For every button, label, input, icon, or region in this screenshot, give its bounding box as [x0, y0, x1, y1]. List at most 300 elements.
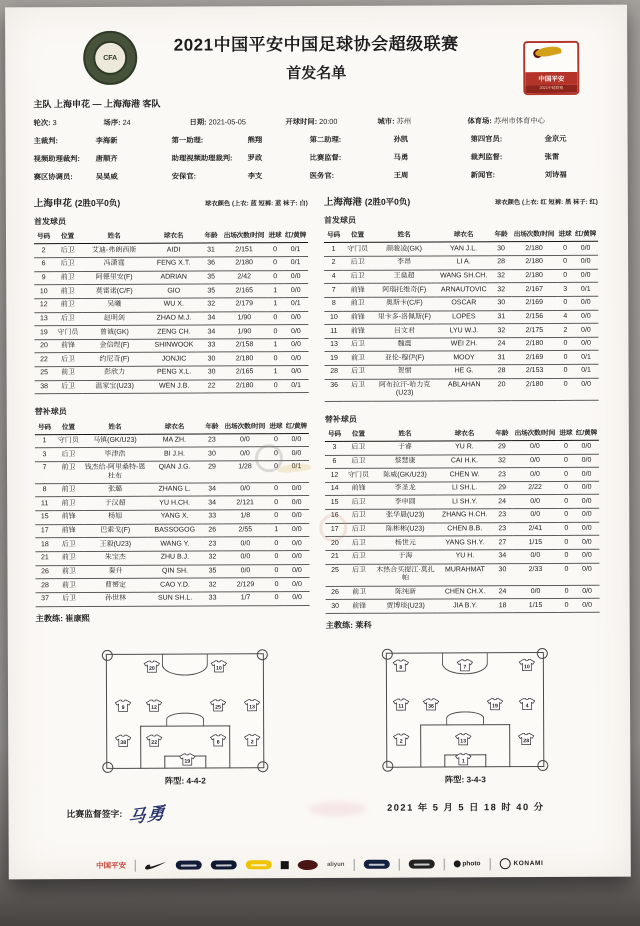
away-formation-label: 阵型: 3-4-3 — [444, 774, 486, 785]
meta-item — [377, 116, 467, 126]
cell: 26 — [326, 586, 345, 600]
player-shirt — [244, 733, 261, 746]
meta-item — [189, 117, 285, 127]
cell: ZHAO M.J. — [146, 312, 201, 326]
cell: 2/22 — [512, 482, 558, 496]
cell: 曹赟定 — [83, 579, 147, 593]
table-row — [325, 441, 601, 456]
cell: 30 — [491, 242, 511, 256]
cell: ZHU B.J. — [147, 552, 202, 566]
meta-label: 城市: — [377, 116, 395, 126]
svg-text:6: 6 — [216, 739, 220, 746]
official-label: 新闻官: — [470, 170, 496, 180]
official-name: 吴昊威 — [95, 171, 118, 181]
svg-text:36: 36 — [427, 703, 434, 710]
cell: 2 — [324, 257, 343, 271]
sponsor-divider — [443, 858, 444, 870]
cell: 0/0 — [573, 338, 598, 352]
cell: WEI ZH. — [436, 338, 491, 352]
cell: 23 — [492, 468, 512, 482]
cell: 31 — [492, 352, 512, 366]
player-shirt — [211, 660, 228, 673]
table-row — [325, 550, 601, 565]
cell: WU X. — [146, 298, 201, 312]
column-header: 年龄 — [492, 428, 512, 441]
official-name: 张雷 — [544, 151, 560, 162]
table-row — [325, 468, 601, 483]
svg-text:10: 10 — [524, 664, 531, 671]
cell: 0 — [267, 243, 283, 257]
cell: HE G. — [437, 365, 492, 379]
cell: JONJIC — [147, 353, 202, 367]
away-subs-label: 替补球员 — [324, 414, 357, 424]
away-coach-label: 主教练: — [325, 620, 354, 630]
cell: 2/151 — [221, 244, 267, 258]
cell: 1 — [267, 298, 283, 312]
home-subs-table — [35, 434, 312, 607]
column-header: 出场次数/时间 — [221, 230, 267, 243]
cell: 0 — [269, 592, 285, 606]
cell: 赵明剑 — [82, 312, 146, 326]
cell: 莫雷诺(C/F) — [82, 285, 146, 299]
csl-logo-icon — [525, 43, 577, 72]
cell: 13 — [34, 313, 53, 327]
cell: 33 — [201, 339, 221, 353]
cell: 25 — [35, 367, 54, 381]
column-header: 姓名 — [372, 229, 436, 243]
cell: 0/0 — [574, 482, 599, 496]
cell: 陈纯新 — [374, 586, 438, 600]
cell: 前锋 — [345, 600, 374, 614]
cell: 1 — [324, 243, 343, 257]
cell: 2/180 — [511, 242, 557, 256]
cell: 31 — [491, 311, 511, 325]
player-shirt — [178, 753, 195, 766]
cell: 1 — [268, 524, 284, 538]
player-shirt — [114, 734, 131, 747]
official-label: 第一助理: — [171, 135, 204, 145]
aliyun-logo: aliyun — [327, 861, 345, 868]
cell: CHEN W. — [437, 468, 492, 482]
official-label: 主裁判: — [33, 136, 58, 146]
player-shirt — [144, 660, 161, 673]
photo-text: photo — [462, 860, 481, 868]
player-shirt — [209, 734, 226, 747]
cell: 24 — [491, 338, 511, 352]
svg-text:13: 13 — [249, 704, 256, 711]
cell: 0/0 — [574, 536, 599, 550]
table-row — [325, 351, 601, 366]
dhl-logo — [246, 861, 272, 870]
official-label: 赛区协调员: — [33, 172, 73, 182]
cell: 23 — [492, 509, 512, 523]
logo-text-blur — [368, 864, 384, 866]
cell: 前卫 — [54, 566, 83, 580]
cell: 1/7 — [223, 592, 269, 606]
cell: 23 — [202, 538, 222, 552]
cell: 前卫 — [54, 484, 83, 498]
cell: 2/33 — [512, 564, 558, 586]
sponsor-logo-oval — [298, 860, 318, 870]
meta-value: 苏州 — [394, 116, 412, 126]
cell: 0 — [268, 551, 284, 565]
cell: 35 — [201, 271, 221, 285]
cell: 2/153 — [512, 365, 558, 379]
cell: 0/0 — [574, 550, 599, 564]
away-team-header — [324, 193, 600, 208]
cell: 李圣龙 — [373, 482, 437, 496]
cell: 0/0 — [284, 565, 309, 579]
cell: 19 — [325, 352, 344, 366]
cell: 0 — [558, 365, 574, 379]
meta-value: 24 — [120, 117, 131, 127]
cell: 0/0 — [222, 483, 268, 497]
cell: 0 — [558, 468, 574, 482]
away-starters-label: 首发球员 — [323, 215, 356, 225]
official-label: 裁判监督: — [470, 152, 503, 162]
table-row — [325, 522, 601, 537]
cell: 2/175 — [511, 324, 557, 338]
cell: 0 — [267, 312, 283, 326]
cell: OSCAR — [436, 297, 491, 311]
cell: 0/0 — [573, 324, 598, 338]
badge-brand: 中国平安 — [525, 71, 577, 84]
cell: 0/0 — [283, 271, 308, 285]
cell: 0 — [557, 269, 573, 283]
cell: 奥斯卡(C/F) — [372, 297, 436, 311]
table-row — [35, 483, 311, 498]
cell: 9 — [34, 272, 53, 286]
cell: 31 — [201, 244, 221, 258]
cell: CHEN B.B. — [437, 523, 492, 537]
cell: 0 — [558, 523, 574, 537]
svg-text:12: 12 — [150, 704, 157, 711]
cell: 0/1 — [283, 243, 308, 257]
meta-label: 体育场: — [467, 116, 492, 126]
cell: 32 — [202, 579, 222, 593]
cell: 30 — [491, 297, 511, 311]
meta-label: 轮次: — [33, 118, 51, 128]
cell: 12 — [325, 469, 344, 483]
official-name: 孙凯 — [393, 134, 409, 144]
cell: 0/0 — [574, 523, 599, 537]
cell: 前卫 — [54, 497, 83, 511]
signature-label: 比赛监督签字: — [66, 808, 123, 819]
sponsor-logo-dark-2 — [211, 861, 237, 870]
player-shirt — [392, 659, 409, 672]
cell: 12 — [34, 299, 53, 313]
cell: 0 — [268, 461, 284, 483]
official-name: 金京元 — [544, 133, 567, 144]
cell: MA ZH. — [147, 434, 202, 448]
cell: 2/180 — [222, 380, 268, 394]
cell: 34 — [492, 550, 512, 564]
sponsor-divider — [135, 860, 136, 872]
cell: 约尼奇(F) — [83, 353, 147, 367]
meta-label: 日期: — [189, 117, 207, 127]
sponsor-pingan-logo: 中国平安 — [96, 861, 127, 871]
cell: 吴曦 — [82, 299, 146, 313]
cell: 前卫 — [53, 299, 82, 313]
cell: QIN SH. — [147, 565, 202, 579]
cell: 1/15 — [512, 536, 558, 550]
cell: SHINWOOK — [146, 339, 201, 353]
cell: SUN SH.L. — [148, 592, 203, 606]
cell: YU H.CH. — [147, 497, 202, 511]
cell: 前锋 — [344, 483, 373, 497]
cell: 于海 — [373, 550, 437, 564]
cell: WEN J.B. — [147, 380, 202, 394]
cell: 后卫 — [344, 442, 373, 456]
official-name: 李支 — [247, 171, 263, 181]
cell: 8 — [35, 484, 54, 498]
cell: 1/90 — [221, 312, 267, 326]
official-name: 刘诗福 — [544, 169, 567, 180]
cell: 3 — [35, 448, 54, 462]
player-shirt — [244, 698, 261, 711]
column-header: 红/黄牌 — [574, 427, 599, 440]
cell: 后卫 — [344, 455, 373, 469]
cell: 后卫 — [55, 593, 84, 607]
column-header: 红/黄牌 — [284, 420, 309, 433]
home-coach-line — [36, 612, 312, 624]
cell: 0 — [558, 495, 574, 509]
cell: 2 — [557, 324, 573, 338]
cell: 0 — [557, 242, 573, 256]
cell: 后卫 — [344, 537, 373, 551]
player-shirt — [455, 733, 472, 746]
cell: 0 — [268, 565, 284, 579]
official-label: 比赛监督: — [309, 152, 342, 163]
cell: QIAN J.G. — [147, 461, 202, 483]
table-row — [324, 256, 600, 271]
home-kit-colors: 球衣颜色 (上衣: 蓝 短裤: 蓝 袜子: 白) — [205, 200, 308, 208]
cell: 彭欣力 — [83, 367, 147, 381]
svg-text:7: 7 — [463, 664, 467, 671]
sponsor-logo-dark-3 — [408, 860, 434, 869]
cell: 15 — [35, 511, 54, 525]
table-row — [324, 242, 600, 257]
cell: 4 — [557, 310, 573, 324]
svg-text:9: 9 — [121, 704, 125, 711]
cell: 后卫 — [344, 366, 373, 380]
cell: 毕津浩 — [83, 448, 147, 462]
away-team-column — [324, 193, 602, 631]
cell: 前卫 — [344, 352, 373, 366]
cell: CAI H.K. — [437, 455, 492, 469]
cell: 秦升 — [83, 565, 147, 579]
cell: 0 — [558, 454, 574, 468]
cell: 0/0 — [513, 585, 559, 599]
cell: 8 — [324, 298, 343, 312]
cell: 0 — [268, 434, 284, 448]
cell: 后卫 — [53, 313, 82, 327]
cell: 28 — [35, 579, 54, 593]
cell: 20 — [325, 537, 344, 551]
cell: 0/1 — [283, 298, 308, 312]
cell: 0/0 — [284, 447, 309, 461]
cell: 2/156 — [511, 310, 557, 324]
cell: 0/0 — [512, 468, 558, 482]
cell: 0/0 — [284, 510, 309, 524]
cell: 2/180 — [222, 353, 268, 367]
meta-value: 苏州市体育中心 — [491, 116, 545, 126]
cell: 14 — [325, 483, 344, 497]
svg-text:11: 11 — [398, 703, 404, 710]
table-row — [325, 365, 601, 380]
column-header: 位置 — [53, 231, 82, 244]
sponsor-logo-square — [281, 861, 289, 869]
cell: 2/180 — [511, 270, 557, 284]
logo-text-blur — [216, 864, 232, 866]
cell: 王毅(U23) — [83, 538, 147, 552]
cell: 0/1 — [284, 380, 309, 394]
cell: 28 — [492, 365, 512, 379]
table-row — [35, 366, 311, 381]
cell: 24 — [493, 586, 513, 600]
cell: 魏震 — [372, 338, 436, 352]
cell: 杨旭 — [83, 511, 147, 525]
cell: 巴索戈(F) — [83, 524, 147, 538]
player-shirt — [519, 659, 536, 672]
cell: 30 — [202, 366, 222, 380]
cell: 29 — [492, 482, 512, 496]
table-row — [324, 324, 600, 339]
table-row — [35, 434, 311, 449]
cell: 0/0 — [573, 242, 598, 256]
cell: 金信煜(F) — [82, 340, 146, 354]
cell: 0/0 — [284, 366, 309, 380]
table-row — [35, 380, 311, 395]
cell: 0/0 — [574, 454, 599, 468]
cell: 1/28 — [222, 461, 268, 483]
cell: 0/1 — [574, 351, 599, 365]
table-row — [325, 509, 601, 524]
cell: 25 — [325, 565, 344, 587]
home-formation-block — [106, 653, 265, 787]
formation-section — [36, 652, 603, 787]
cell: 1 — [267, 339, 283, 353]
table-row — [35, 537, 311, 552]
page-title: 2021中国平安中国足球协会超级联赛 — [173, 34, 459, 55]
cell: 2/179 — [221, 298, 267, 312]
cell: ZENG CH. — [146, 326, 201, 340]
home-subs-label: 替补球员 — [34, 407, 67, 417]
cell: 13 — [324, 339, 343, 353]
cell: 0 — [268, 510, 284, 524]
cell: 28 — [491, 256, 511, 270]
cell: 4 — [324, 270, 343, 284]
cell: 0/0 — [573, 269, 598, 283]
cell: 冯潇霆 — [82, 258, 146, 272]
cell: BI J.H. — [147, 448, 202, 462]
cell: 后卫 — [54, 448, 83, 462]
cfa-logo-icon — [83, 31, 137, 85]
cell: 木热合买提江·莫扎帕 — [373, 564, 437, 586]
konami-logo — [499, 858, 543, 869]
cfa-logo-text: CFA — [93, 41, 127, 75]
cell: 0 — [558, 351, 574, 365]
table-row — [34, 298, 310, 313]
badge-league: 2021中超联赛 — [525, 84, 577, 93]
cell: 后卫 — [344, 496, 373, 510]
cell: 0/0 — [575, 599, 600, 613]
svg-text:19: 19 — [491, 703, 498, 710]
cell: 29 — [202, 461, 222, 483]
cell: 2/165 — [222, 366, 268, 380]
sponsor-divider — [398, 858, 399, 870]
cell: 贺惯 — [373, 366, 437, 380]
cell: 0 — [267, 271, 283, 285]
signature-handwriting: 马勇 — [127, 803, 167, 828]
cell: 24 — [492, 496, 512, 510]
cell: 17 — [325, 524, 344, 538]
cell: 0/0 — [222, 565, 268, 579]
cell: 28 — [325, 366, 344, 380]
cell: 0/0 — [283, 284, 308, 298]
cell: 36 — [325, 380, 344, 402]
cell: FENG X.T. — [146, 257, 201, 271]
cell: 马镇(GK/U23) — [83, 434, 147, 448]
player-shirt — [393, 733, 410, 746]
cell: 0/0 — [284, 524, 309, 538]
column-header: 球衣名 — [437, 428, 492, 442]
cell: 0/0 — [575, 585, 600, 599]
cell: 于睿 — [373, 441, 437, 455]
cell: 前锋 — [343, 284, 372, 298]
cell: 0/0 — [284, 578, 309, 592]
cell: 前卫 — [53, 285, 82, 299]
home-team-header — [34, 194, 310, 209]
cell: 张璐 — [83, 484, 147, 498]
away-starters-header — [324, 229, 600, 244]
cell: 0 — [267, 325, 283, 339]
column-header: 号码 — [34, 231, 53, 244]
cell: 1 — [267, 284, 283, 298]
cell: ARNAUTOVIC — [436, 283, 491, 297]
cell: 38 — [35, 381, 54, 395]
cell: 后卫 — [344, 379, 373, 401]
photo-dot-icon — [453, 861, 460, 868]
meta-item — [33, 118, 103, 128]
official-name: 李海新 — [95, 135, 118, 145]
cell: ZHANG L. — [147, 483, 202, 497]
cell: 陈威(GK/U23) — [373, 469, 437, 483]
table-row — [325, 482, 601, 497]
csl-pingan-badge — [523, 41, 579, 95]
cell: 后卫 — [344, 523, 373, 537]
cell: 0/1 — [574, 365, 599, 379]
cell: 34 — [201, 326, 221, 340]
cell: 16 — [325, 510, 344, 524]
cell: 0 — [268, 538, 284, 552]
match-datetime: 2021 年 5 月 5 日 18 时 40 分 — [387, 801, 545, 813]
cell: 20 — [34, 340, 53, 354]
cell: 0/1 — [283, 257, 308, 271]
cell: ADRIAN — [146, 271, 201, 285]
svg-text:22: 22 — [151, 739, 157, 746]
cell: 0/0 — [284, 537, 309, 551]
cell: 0/0 — [283, 325, 308, 339]
cell: AIDI — [146, 244, 201, 258]
meta-value: 3 — [50, 118, 57, 128]
sponsor-divider — [489, 858, 490, 870]
cell: 0 — [558, 441, 574, 455]
cell: 前锋 — [343, 325, 372, 339]
cell: 张华晨(U23) — [373, 510, 437, 524]
cell: 32 — [202, 551, 222, 565]
cell: 2/165 — [221, 284, 267, 298]
